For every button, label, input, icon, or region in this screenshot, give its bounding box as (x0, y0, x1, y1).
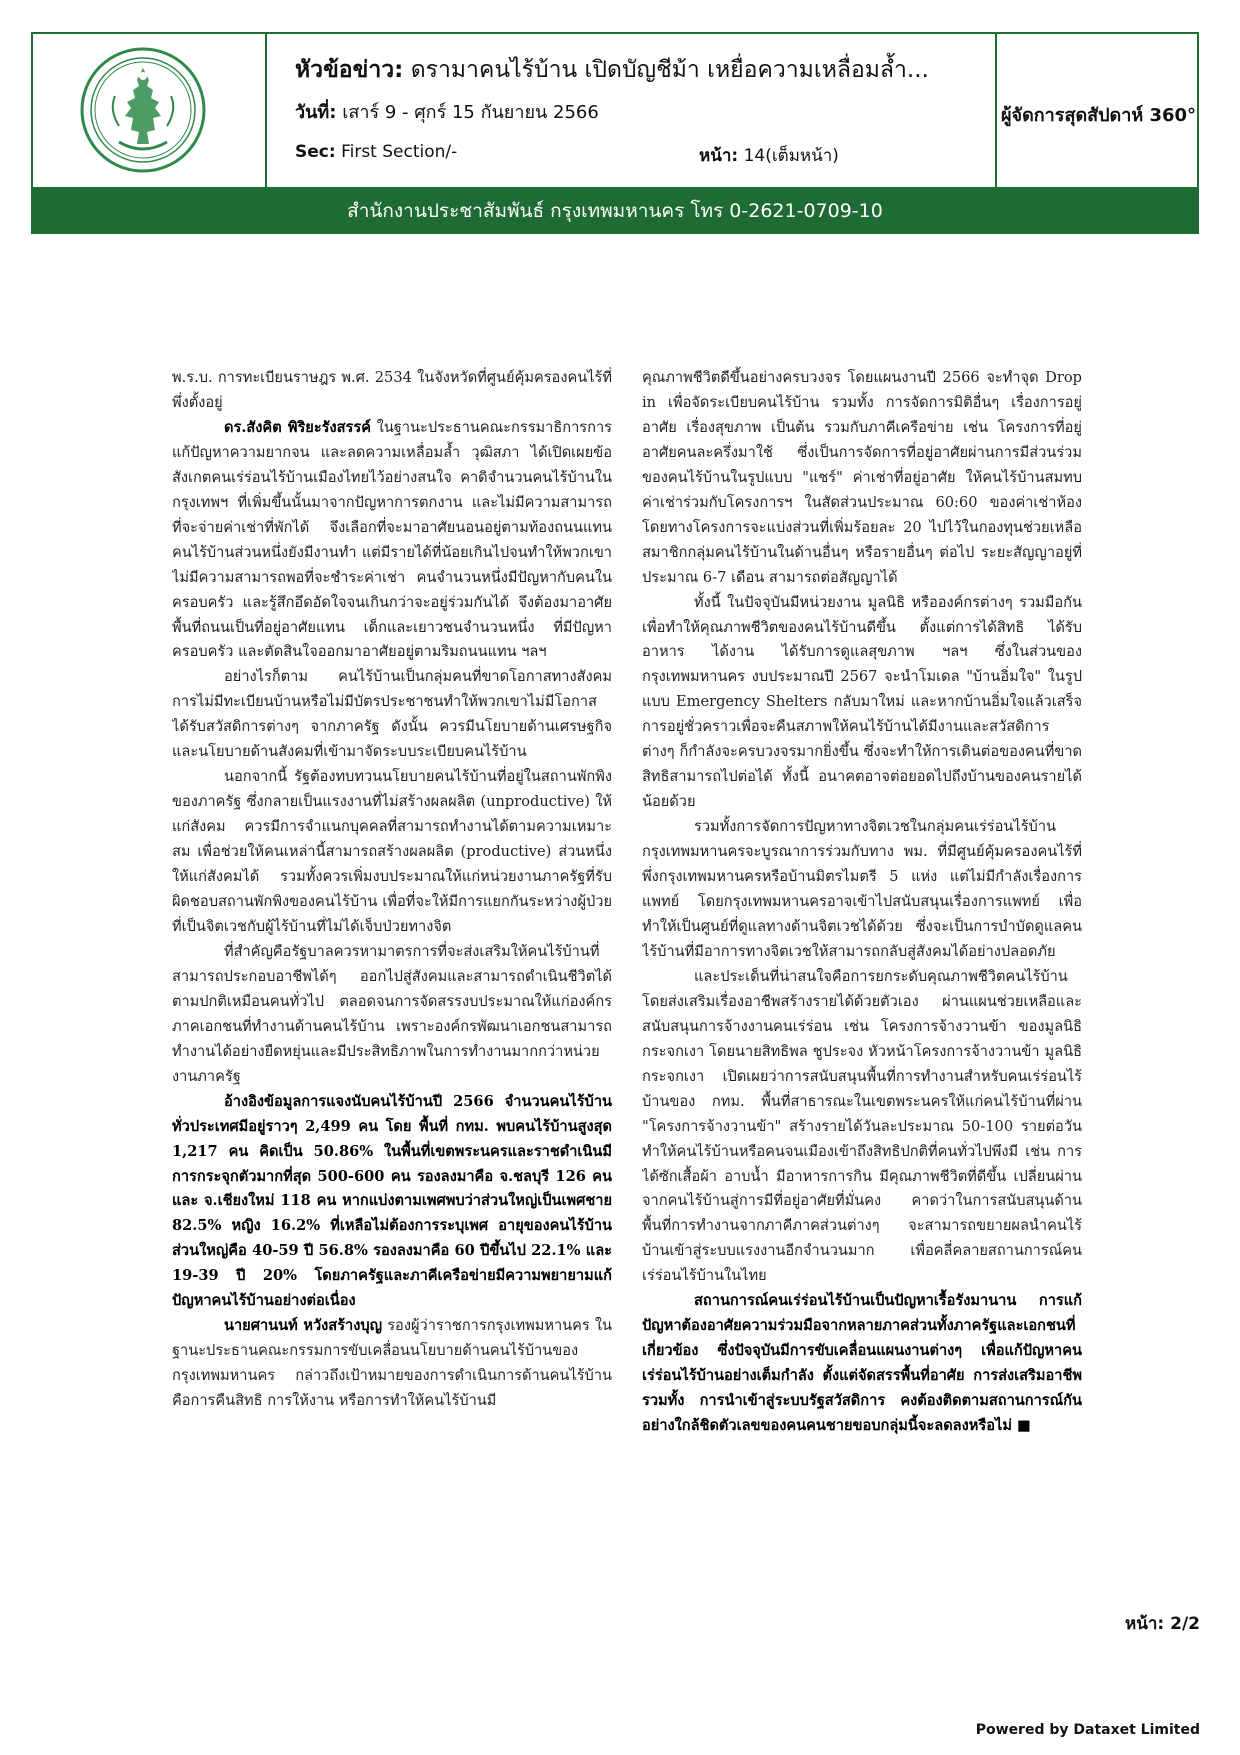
publication-cell (995, 34, 1199, 187)
info-cell (265, 34, 995, 187)
article-column-2 (642, 366, 1082, 1578)
paragraph-text: ในฐานะประธานคณะกรรมาธิการการแก้ปัญหาความยากจน และลดความเหลื่อมล้ำ วุฒิสภา ได้เปิดเผยข้อสังเกตคนเร่ร่อนไร้บ้านเมืองไทยไว้อย่างสนใจ คาดิจำนวนคนไร้บ้านในกรุงเทพฯ ที่เพิ่มขึ้นนั้นมาจากปัญหาการตกงาน และไม่มีความสามารถที่จะจ่ายค่าเช่าที่พักได้ จึงเลือกที่จะมาอาศัยนอนอยู่ตามท้องถนนแทน คนไร้บ้านส่วนหนึ่งยังมีงานทำ แต่มีรายได้ที่น้อยเกินไปจนทำให้พวกเขาไม่มีความสามารถพอที่จะชำระค่าเช่า คนจำนวนหนึ่งมีปัญหากับคนในครอบครัว และรู้สึกอึดอัดใจจนเกินกว่าจะอยู่ร่วมกันได้ จึงต้องมาอาศัยพื้นที่ถนนเป็นที่อยู่อาศัยแทน เด็กและเยาวชนจำนวนหนึ่ง ที่มีปัญหาครอบครัว และตัดสินใจออกมาอาศัยอยู่ตามริมถนนแทน ฯลฯ (172, 418, 612, 661)
bangkok-seal-icon (79, 46, 207, 174)
article-paragraph (172, 416, 612, 666)
article-paragraph (642, 965, 1082, 1289)
paragraph-lead: อ้างอิงข้อมูลการแจงนับคนไร้บ้านปี 2566 จำนวนคนไร้บ้านทั่วประเทศมีอยู่ราวๆ 2,499 คน โดย พื้นที่ กทม. พบคนไร้บ้านสูงสุด 1,217 คน คิดเป็น 50.86% ในพื้นที่เขตพระนครและราชดำเนินมีการกระจุกตัวมากที่สุด 500-600 คน รองลงมาคือ จ.ชลบุรี 126 คน และ จ.เชียงใหม่ 118 คน หากแบ่งตามเพศพบว่าส่วนใหญ่เป็นเพศชาย 82.5% หญิง 16.2% ที่เหลือไม่ต้องการระบุเพศ อายุของคนไร้บ้านส่วนใหญ่คือ 40-59 ปี 56.8% รองลงมาคือ 60 ปีขึ้นไป 22.1% และ 19-39 ปี 20% โดยภาครัฐและภาคีเครือข่ายมีความพยายามแก้ปัญหาคนไร้บ้านอย่างต่อเนื่อง (172, 1092, 612, 1310)
clipping-header (31, 32, 1199, 189)
date-label: วันที่: (295, 102, 337, 123)
article-paragraph (172, 765, 612, 940)
article-paragraph (642, 1289, 1082, 1439)
section-line (295, 142, 457, 162)
headline-text: ดรามาคนไร้บ้าน เปิดบัญชีม้า เหยื่อความเหลื่อมล้ำ... (410, 57, 929, 83)
article-paragraph (172, 366, 612, 416)
article-paragraph (172, 1090, 612, 1315)
headline (295, 52, 929, 88)
paragraph-lead: สถานการณ์คนเร่ร่อนไร้บ้านเป็นปัญหาเรื้อรังมานาน การแก้ปัญหาต้องอาศัยความร่วมมือจากหลายภาคส่วนทั้งภาครัฐและเอกชนที่เกี่ยวข้อง ซึ่งปัจจุบันมีการขับเคลื่อนแผนงานต่างๆ เพื่อแก้ปัญหาคนเร่ร่อนไร้บ้านอย่างเต็มกำลัง ตั้งแต่จัดสรรพื้นที่อาศัย การส่งเสริมอาชีพ รวมทั้ง การนำเข้าสู่ระบบรัฐสวัสดิการ คงต้องติดตามสถานการณ์กันอย่างใกล้ชิดตัวเลขของคนคนชายขอบกลุ่มนี้จะลดลงหรือไม่ ■ (642, 1292, 1082, 1435)
page-line (699, 142, 839, 169)
agency-banner: สำนักงานประชาสัมพันธ์ กรุงเทพมหานคร โทร 0-2621-0709-10 (31, 189, 1199, 234)
publication-name: ผู้จัดการสุดสัปดาห์ 360° (1001, 105, 1197, 126)
paragraph-lead: ดร.สังคิต พิริยะรังสรรค์ (224, 418, 371, 436)
paragraph-text: ที่สำคัญคือรัฐบาลควรหามาตรการที่จะส่งเสริมให้คนไร้บ้านที่สามารถประกอบอาชีพได้ๆ ออกไปสู่สังคมและสามารถดำเนินชีวิตได้ตามปกติเหมือนคนทั่วไป ตลอดจนการจัดสรรงบประมาณให้แก่องค์กรภาคเอกชนที่ทำงานด้านคนไร้บ้าน เพราะองค์กรพัฒนาเอกชนสามารถทำงานได้อย่างยืดหยุ่นและมีประสิทธิภาพในการทำงานมากกว่าหน่วยงานภาครัฐ (172, 942, 612, 1085)
article-column-1 (172, 366, 612, 1578)
paragraph-text: รวมทั้งการจัดการปัญหาทางจิตเวชในกลุ่มคนเร่ร่อนไร้บ้าน กรุงเทพมหานครจะบูรณาการร่วมกับทาง พม. ที่มีศูนย์คุ้มครองคนไร้ที่พึ่งกรุงเทพมหานครหรือบ้านมิตรไมตรี 5 แห่ง แต่ไม่มีกำลังเรื่องการแพทย์ โดยกรุงเทพมหานครอาจเข้าไปสนับสนุนเรื่องการแพทย์ เพื่อทำให้เป็นศูนย์ที่ดูแลทางด้านจิตเวชได้ด้วย ซึ่งจะเป็นการบำบัดดูแลคนไร้บ้านที่มีอาการทางจิตเวชให้สามารถกลับสู่สังคมได้อย่างปลอดภัย (642, 818, 1082, 960)
paragraph-text: ทั้งนี้ ในปัจจุบันมีหน่วยงาน มูลนิธิ หรือองค์กรต่างๆ รวมมือกันเพื่อทำให้คุณภาพชีวิตของคนไร้บ้านดีขึ้น ตั้งแต่การได้สิทธิ ได้รับอาหาร ได้งาน ได้รับการดูแลสุขภาพ ฯลฯ ซึ่งในส่วนของกรุงเทพมหานคร งบประมาณปี 2567 จะนำโมเดล "บ้านอิ่มใจ" ในรูปแบบ Emergency Shelters กลับมาใหม่ และหากบ้านอิ่มใจแล้วเสร็จ การอยู่ชั่วคราวเพื่อจะคืนสภาพให้คนไร้บ้านได้มีงานและสวัสดิการต่างๆ ก็กำลังจะครบวงจรมากยิ่งขึ้น ซึ่งจะทำให้การเดินต่อของคนที่ขาดสิทธิสามารถไปต่อได้ ทั้งนี้ อนาคตอาจต่อยอดไปถึงบ้านของคนรายได้น้อยด้วย (642, 593, 1082, 811)
paragraph-text: คุณภาพชีวิตดีขึ้นอย่างครบวงจร โดยแผนงานปี 2566 จะทำจุด Drop in เพื่อจัดระเบียบคนไร้บ้าน รวมทั้ง การจัดการมิติอื่นๆ เรื่องการอยู่อาศัย เรื่องสุขภาพ เป็นต้น รวมกับภาคีเครือข่าย เช่น โครงการที่อยู่อาศัยคนละครึ่งมาใช้ ซึ่งเป็นการจัดการที่อยู่อาศัยผ่านการมีส่วนร่วมของคนไร้บ้านในรูปแบบ "แชร์" ค่าเช่าที่อยู่อาศัย ให้คนไร้บ้านสมทบค่าเช่าร่วมกับโครงการฯ ในสัดส่วนประมาณ 60:60 ของค่าเช่าห้อง โดยทางโครงการจะแบ่งส่วนที่เพิ่มร้อยละ 20 ไปไว้ในกองทุนช่วยเหลือสมาชิกกลุ่มคนไร้บ้านในด้านอื่นๆ หรือรายอื่นๆ ต่อไป ระยะสัญญาอยู่ที่ประมาณ 6-7 เดือน สามารถต่อสัญญาได้ (642, 369, 1082, 586)
article-paragraph (172, 1314, 612, 1414)
date-line (295, 97, 599, 126)
article-paragraph (642, 815, 1082, 965)
section-value: First Section/- (341, 142, 458, 162)
paragraph-text: อย่างไรก็ตาม คนไร้บ้านเป็นกลุ่มคนที่ขาดโอกาสทางสังคม การไม่มีทะเบียนบ้านหรือไม่มีบัตรประชาชนทำให้พวกเขาไม่มีโอกาสได้รับสวัสดิการต่างๆ จากภาครัฐ ดังนั้น ควรมีนโยบายด้านเศรษฐกิจและนโยบายด้านสังคมที่เข้ามาจัดระบบระเบียบคนไร้บ้าน (172, 668, 612, 761)
date-value: เสาร์ 9 - ศุกร์ 15 กันยายน 2566 (342, 102, 599, 123)
headline-label: หัวข้อข่าว: (295, 57, 404, 83)
paragraph-text: รองผู้ว่าราชการกรุงเทพมหานคร ในฐานะประธานคณะกรรมการขับเคลื่อนนโยบายด้านคนไร้บ้านของกรุงเทพมหานคร กล่าวถึงเป้าหมายของการดำเนินการด้านคนไร้บ้านคือการคืนสิทธิ การให้งาน หรือการทำให้คนไร้บ้านมี (172, 1317, 612, 1410)
paragraph-lead: นายศานนท์ หวังสร้างบุญ (224, 1317, 383, 1335)
page-value: 14(เต็มหน้า) (743, 146, 839, 166)
powered-by: Powered by Dataxet Limited (975, 1722, 1200, 1738)
page-label: หน้า: (699, 146, 739, 166)
article-paragraph (172, 940, 612, 1090)
page-indicator: หน้า: 2/2 (1125, 1614, 1200, 1634)
paragraph-text: พ.ร.บ. การทะเบียนราษฎร พ.ศ. 2534 ในจังหวัดที่ศูนย์คุ้มครองคนไร้ที่พึ่งตั้งอยู่ (172, 369, 612, 411)
paragraph-text: และประเด็นที่น่าสนใจคือการยกระดับคุณภาพชีวิตคนไร้บ้านโดยส่งเสริมเรื่องอาชีพสร้างรายได้ด้วยตัวเอง ผ่านแผนช่วยเหลือและสนับสนุนการจ้างงานคนเร่ร่อน เช่น โครงการจ้างวานข้า ของมูลนิธิกระจกเงา โดยนายสิทธิพล ชูประจง หัวหน้าโครงการจ้างวานข้า มูลนิธิกระจกเงา เปิดเผยว่าการสนับสนุนพื้นที่การทำงานสำหรับคนเร่ร่อนไร้บ้านของ กทม. พื้นที่สาธารณะในเขตพระนครให้แก่คนไร้บ้านที่ผ่าน "โครงการจ้างวานข้า" สร้างรายได้วันละประมาณ 50-100 รายต่อวัน ทำให้คนไร้บ้านหรือคนจนเมืองเข้าถึงสิทธิปกติที่คนทั่วไปพึงมี เช่น การได้ซักเสื้อผ้า อาบน้ำ มีอาหารการกิน มีคุณภาพชีวิตที่ดีขึ้น เปลี่ยนผ่านจากคนไร้บ้านสู่การมีที่อยู่อาศัยที่มั่นคง คาดว่าในการสนับสนุนด้านพื้นที่การทำงานจากภาคีภาคส่วนต่างๆ จะสามารถขยายผลนำคนไร้บ้านเข้าสู่ระบบแรงงานอีกจำนวนมาก เพื่อคลี่คลายสถานการณ์คนเร่ร่อนไร้บ้านในไทย (642, 967, 1082, 1285)
paragraph-text: นอกจากนี้ รัฐต้องทบทวนนโยบายคนไร้บ้านที่อยู่ในสถานพักพิงของภาครัฐ ซึ่งกลายเป็นแรงงานที่ไม่สร้างผลผลิต (unproductive) ให้แก่สังคม ควรมีการจำแนกบุคคลที่สามารถทำงานได้ตามความเหมาะสม เพื่อช่วยให้คนเหล่านี้สามารถสร้างผลผลิต (productive) ส่วนหนึ่งให้แก่สังคมได้ รวมทั้งควรเพิ่มงบประมาณให้แก่หน่วยงานภาครัฐที่รับผิดชอบสถานพักพิงของคนไร้บ้าน เพื่อที่จะให้มีการแยกกันระหว่างผู้ป่วยที่เป็นจิตเวชกับผู้ไร้บ้านที่ไม่ได้เจ็บป่วยทางจิต (172, 768, 612, 935)
logo-cell (33, 34, 267, 187)
section-label: Sec: (295, 142, 336, 162)
article-paragraph (172, 665, 612, 765)
article-paragraph (642, 591, 1082, 816)
article-paragraph (642, 366, 1082, 591)
